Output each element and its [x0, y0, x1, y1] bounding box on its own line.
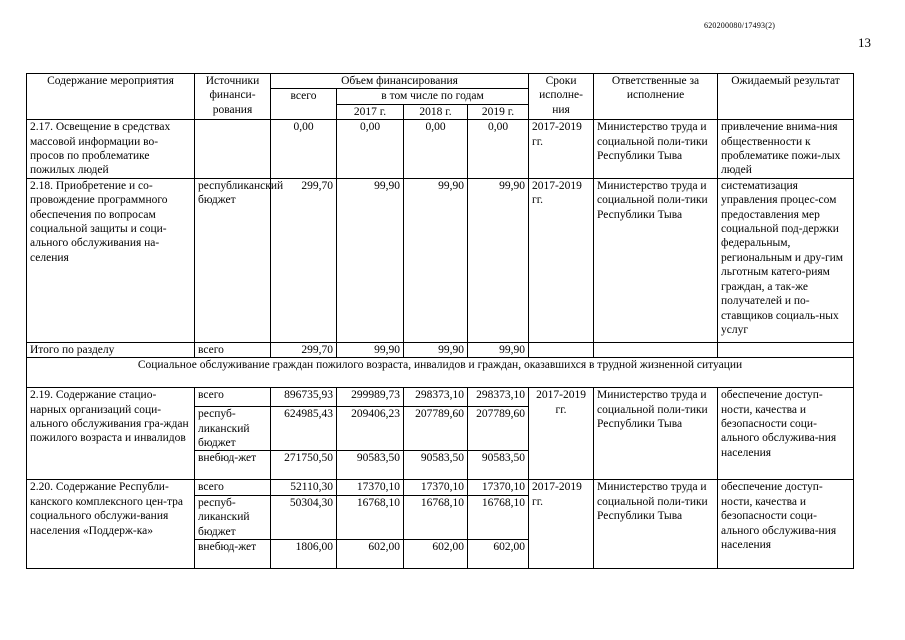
header-result: Ожидаемый результат [718, 74, 854, 120]
row-2019: 17370,10 [468, 480, 529, 495]
row-result: привлечение внима-ния общественности к проблематике пожи-лых людей [718, 120, 854, 179]
row-source: всего [195, 388, 271, 407]
subtotal-2019: 99,90 [468, 342, 529, 357]
row-responsible: Министерство труда и социальной поли-тики Республики Тыва [594, 480, 718, 569]
financing-table [26, 73, 854, 569]
row-2019: 16768,10 [468, 495, 529, 539]
table-row [27, 178, 854, 342]
subtotal-2018: 99,90 [404, 342, 468, 357]
row-2017: 16768,10 [337, 495, 404, 539]
row-2017: 99,90 [337, 178, 404, 342]
section-row [27, 358, 854, 388]
row-total: 271750,50 [271, 451, 337, 480]
row-2017: 0,00 [337, 120, 404, 179]
row-terms: 2017-2019 гг. [529, 178, 594, 342]
header-year-2019: 2019 г. [468, 104, 529, 119]
header-sources: Источники финанси-рования [195, 74, 271, 120]
row-responsible: Министерство труда и социальной поли-тики Республики Тыва [594, 178, 718, 342]
header-including: в том числе по годам [337, 89, 529, 104]
row-2019: 99,90 [468, 178, 529, 342]
row-total: 624985,43 [271, 407, 337, 451]
row-content: 2.20. Содержание Республи-канского комплексного цен-тра социального обслужи-вания населения «Поддерж-ка» [27, 480, 195, 569]
row-total: 896735,93 [271, 388, 337, 407]
header-row-1 [27, 74, 854, 89]
document-code: 620200080/17493(2) [704, 21, 776, 30]
subtotal-source: всего [195, 342, 271, 357]
row-source: внебюд-жет [195, 451, 271, 480]
subtotal-total: 299,70 [271, 342, 337, 357]
row-2018: 0,00 [404, 120, 468, 179]
row-terms: 2017-2019 гг. [529, 120, 594, 179]
header-content: Содержание мероприятия [27, 74, 195, 120]
table-row [27, 480, 854, 495]
header-year-2018: 2018 г. [404, 104, 468, 119]
header-year-2017: 2017 г. [337, 104, 404, 119]
row-2019: 90583,50 [468, 451, 529, 480]
row-2018: 298373,10 [404, 388, 468, 407]
row-2017: 299989,73 [337, 388, 404, 407]
empty-cell [529, 342, 594, 357]
row-content: 2.18. Приобретение и со-провождение программного обеспечения по вопросам социальной защиты и соци-ального обслуживания на-селения [27, 178, 195, 342]
row-2018: 207789,60 [404, 407, 468, 451]
row-2019: 207789,60 [468, 407, 529, 451]
row-source [195, 120, 271, 179]
row-2019: 0,00 [468, 120, 529, 179]
row-2018: 17370,10 [404, 480, 468, 495]
row-source: всего [195, 480, 271, 495]
row-total: 1806,00 [271, 540, 337, 569]
row-result: обеспечение доступ-ности, качества и безопасности соци-ального обслужива-ния населения [718, 388, 854, 480]
page-number: 13 [858, 35, 871, 50]
row-2018: 602,00 [404, 540, 468, 569]
header-responsible: Ответственные за исполнение [594, 74, 718, 120]
header-terms: Сроки исполне-ния [529, 74, 594, 120]
row-terms: 2017-2019 гг. [529, 388, 594, 480]
subtotal-row [27, 342, 854, 357]
row-source: республиканский бюджет [195, 178, 271, 342]
row-responsible: Министерство труда и социальной поли-тики Республики Тыва [594, 388, 718, 480]
row-source: респуб-ликанский бюджет [195, 495, 271, 539]
row-responsible: Министерство труда и социальной поли-тики Республики Тыва [594, 120, 718, 179]
empty-cell [594, 342, 718, 357]
row-result: систематизация управления процес-сом предоставления мер социальной под-держки федеральным, региональным и дру-гим льготным катего-риям граждан, а так-же получателей и по-ставщиков социаль-ных услуг [718, 178, 854, 342]
row-2017: 90583,50 [337, 451, 404, 480]
row-2019: 602,00 [468, 540, 529, 569]
row-2018: 90583,50 [404, 451, 468, 480]
row-total: 50304,30 [271, 495, 337, 539]
section-title: Социальное обслуживание граждан пожилого возраста, инвалидов и граждан, оказавшихся в трудной жизненной ситуации [27, 358, 854, 388]
row-2019: 298373,10 [468, 388, 529, 407]
table-row [27, 120, 854, 179]
row-result: обеспечение доступ-ности, качества и безопасности соци-ального обслужива-ния населения [718, 480, 854, 569]
table-row [27, 388, 854, 407]
row-total: 52110,30 [271, 480, 337, 495]
row-2018: 16768,10 [404, 495, 468, 539]
subtotal-2017: 99,90 [337, 342, 404, 357]
row-2017: 602,00 [337, 540, 404, 569]
row-2017: 17370,10 [337, 480, 404, 495]
row-content: 2.19. Содержание стацио-нарных организаций соци-ального обслуживания гра-ждан пожилого возраста и инвалидов [27, 388, 195, 480]
row-2017: 209406,23 [337, 407, 404, 451]
row-source: внебюд-жет [195, 540, 271, 569]
header-total: всего [271, 89, 337, 120]
row-terms: 2017-2019 гг. [529, 480, 594, 569]
subtotal-label: Итого по разделу [27, 342, 195, 357]
row-2018: 99,90 [404, 178, 468, 342]
row-total: 0,00 [271, 120, 337, 179]
row-total: 299,70 [271, 178, 337, 342]
header-volume: Объем финансирования [271, 74, 529, 89]
row-content: 2.17. Освещение в средствах массовой информации во-просов по проблематике пожилых людей [27, 120, 195, 179]
row-source: респуб-ликанский бюджет [195, 407, 271, 451]
empty-cell [718, 342, 854, 357]
